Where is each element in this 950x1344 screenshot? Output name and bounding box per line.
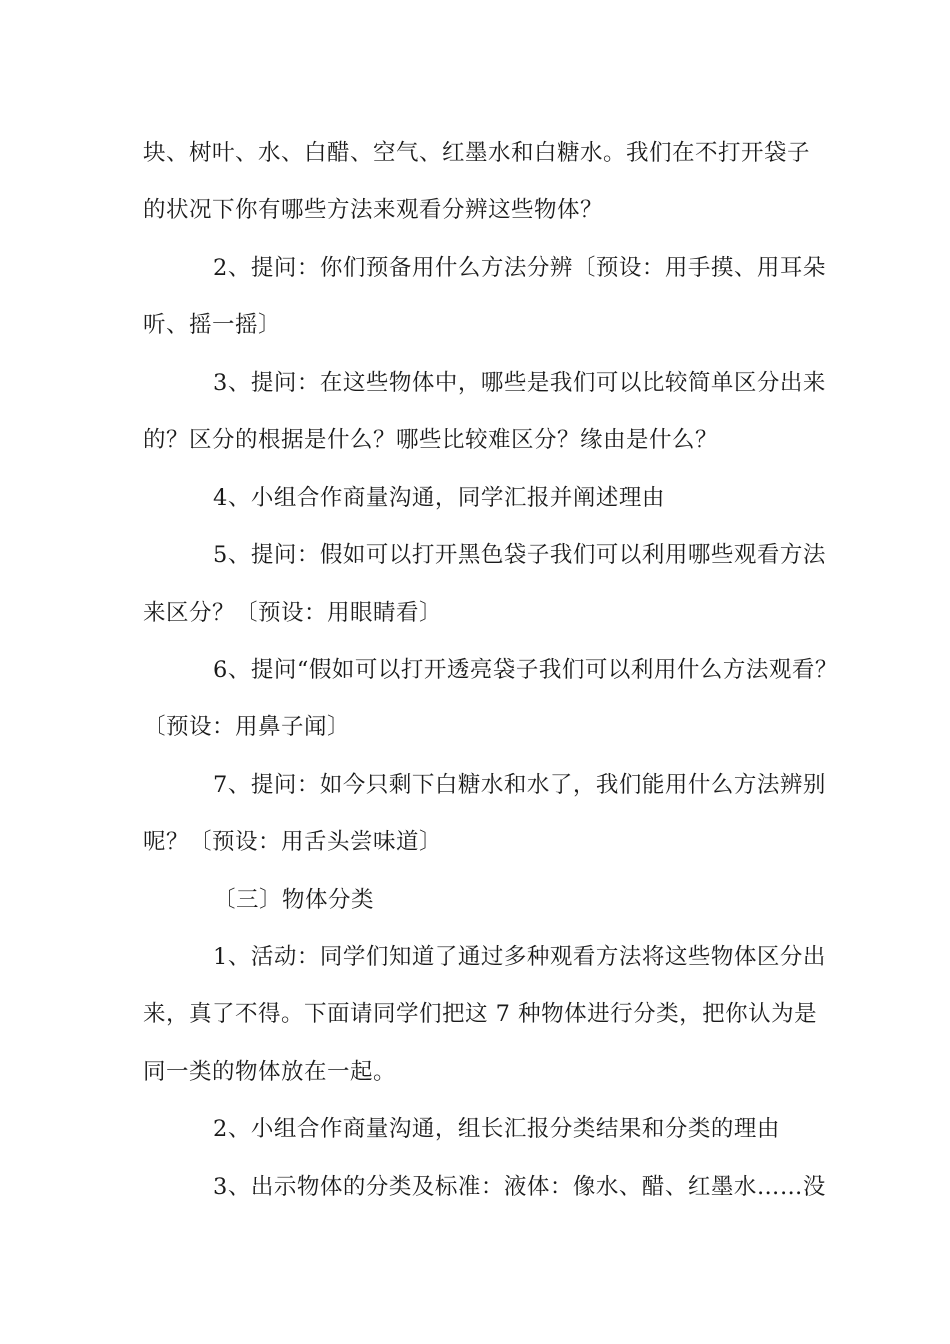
text-line-5: 3、提问：在这些物体中，哪些是我们可以比较简单区分出来 [213,370,826,396]
section-heading: 〔三〕物体分类 [213,887,375,913]
text-line-1: 块、树叶、水、白醋、空气、红墨水和白糖水。我们在不打开袋子 [143,140,811,166]
text-line-16: 来，真了不得。下面请同学们把这 7 种物体进行分类，把你认为是 [143,1001,818,1027]
text-line-8: 5、提问：假如可以打开黑色袋子我们可以利用哪些观看方法 [213,542,826,568]
text-line-10: 6、提问“假如可以打开透亮袋子我们可以利用什么方法观看？ [213,657,838,683]
text-line-12: 7、提问：如今只剩下白糖水和水了，我们能用什么方法辨别 [213,772,826,798]
text-line-4: 听、摇一摇〕 [143,312,282,338]
text-line-3: 2、提问：你们预备用什么方法分辨〔预设：用手摸、用耳朵 [213,255,826,281]
text-line-19: 3、出示物体的分类及标准：液体：像水、醋、红墨水……没 [213,1174,826,1200]
text-line-2: 的状况下你有哪些方法来观看分辨这些物体？ [143,197,604,223]
text-line-17: 同一类的物体放在一起。 [143,1059,397,1085]
text-line-13: 呢？〔预设：用舌头尝味道〕 [143,829,443,855]
text-line-6: 的？区分的根据是什么？哪些比较难区分？缘由是什么？ [143,427,719,453]
text-line-9: 来区分？〔预设：用眼睛看〕 [143,600,443,626]
text-line-11: 〔预设：用鼻子闻〕 [143,714,351,740]
text-line-15: 1、活动：同学们知道了通过多种观看方法将这些物体区分出 [213,944,826,970]
text-line-18: 2、小组合作商量沟通，组长汇报分类结果和分类的理由 [213,1116,780,1142]
text-line-7: 4、小组合作商量沟通，同学汇报并阐述理由 [213,485,665,511]
